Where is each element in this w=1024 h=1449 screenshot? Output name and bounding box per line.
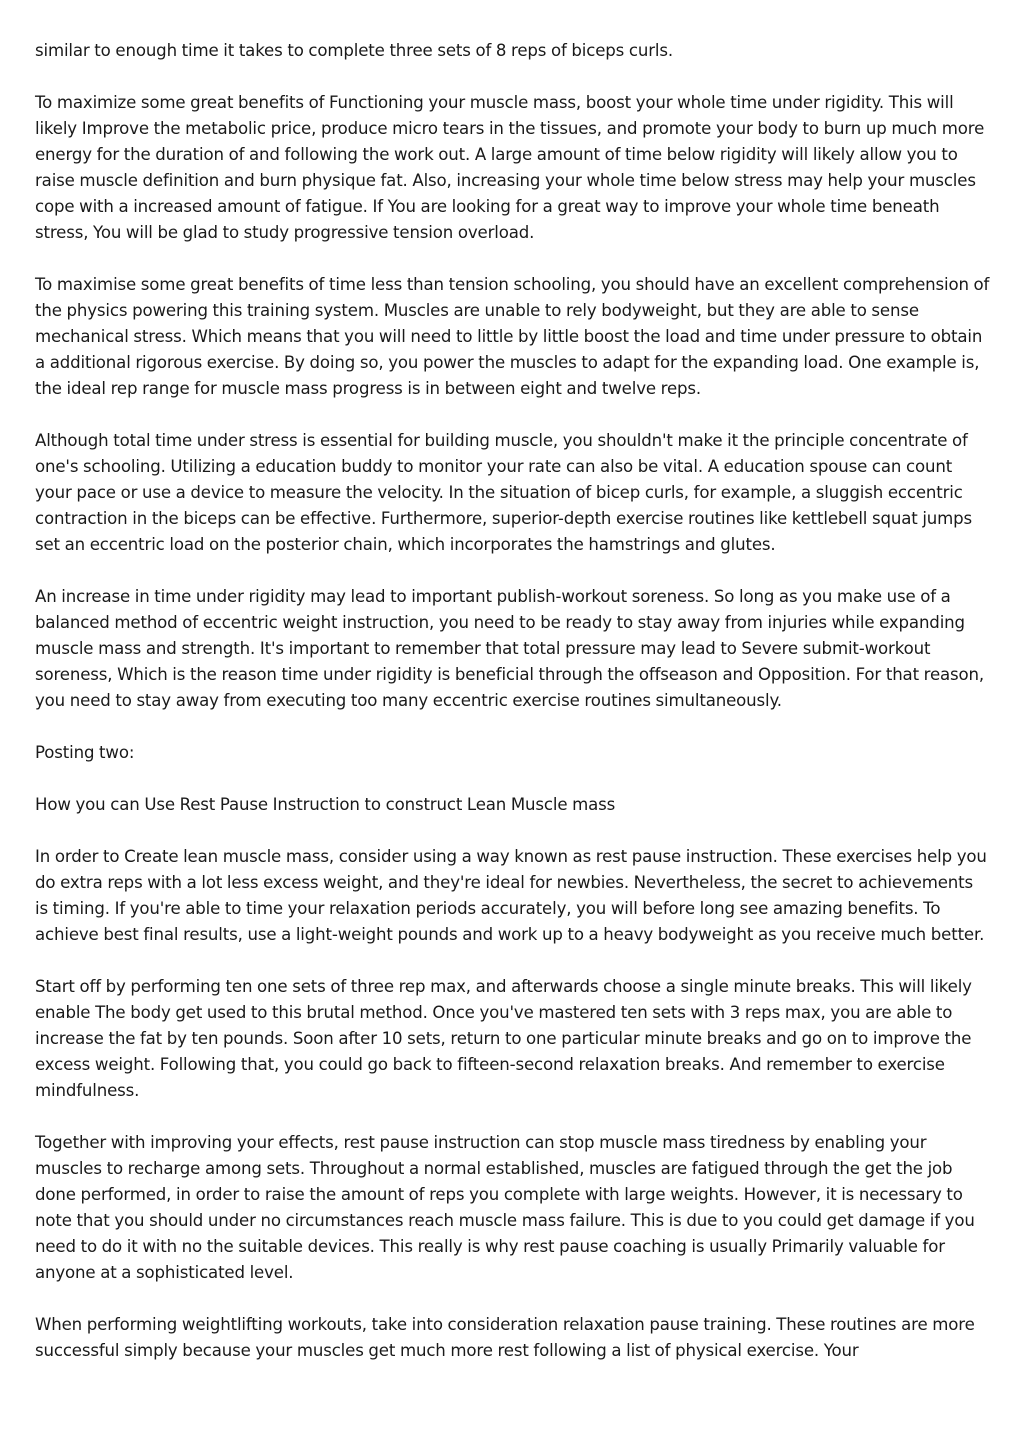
article-title: How you can Use Rest Pause Instruction to construct Lean Muscle mass (35, 795, 616, 814)
paragraph-intro-fragment: similar to enough time it takes to complete three sets of 8 reps of biceps curls. (35, 41, 673, 60)
paragraph-time-under-rigidity: To maximize some great benefits of Functioning your muscle mass, boost your whole time under rigidity. This will likely Improve the metabolic price, produce micro tears in the tissues, and promote your body to burn up much more energy for the duration of and following the work out. A large amount of time below rigidity will likely allow you to raise muscle definition and burn physique fat. Also, increasing your whole time below stress may help your muscles cope with a increased amount of fatigue. If You are looking for a great way to improve your whole time beneath stress, You will be glad to study progressive tension overload. (35, 93, 985, 242)
paragraph-weightlifting-fragment: When performing weightlifting workouts, take into consideration relaxation pause training. These routines are more successful simply because your muscles get much more rest following a list of physical exercise. Your (35, 1315, 975, 1360)
paragraph-soreness: An increase in time under rigidity may lead to important publish-workout soreness. So long as you make use of a balanced method of eccentric weight instruction, you need to be ready to stay away from injuries while expanding muscle mass and strength. It's important to remember that total pressure may lead to Severe submit-workout soreness, Which is the reason time under rigidity is beneficial through the offseason and Opposition. For that reason, you need to stay away from executing too many eccentric exercise routines simultaneously. (35, 587, 985, 710)
paragraph-rest-pause-method: Start off by performing ten one sets of three rep max, and afterwards choose a single minute breaks. This will likely enable The body get used to this brutal method. Once you've mastered ten sets with 3 reps max, you are able to increase the fat by ten pounds. Soon after 10 sets, return to one particular minute breaks and go on to improve the excess weight. Following that, you could go back to fifteen-second relaxation breaks. And remember to exercise mindfulness. (35, 977, 972, 1100)
paragraph-training-buddy: Although total time under stress is essential for building muscle, you shouldn't make it the principle concentrate of one's schooling. Utilizing a education buddy to monitor your rate can also be vital. A education spouse can count your pace or use a device to measure the velocity. In the situation of bicep curls, for example, a sluggish eccentric contraction in the biceps can be effective. Furthermore, superior-depth exercise routines like kettlebell squat jumps set an eccentric load on the posterior chain, which incorporates the hamstrings and glutes. (35, 431, 973, 554)
paragraph-recharge-sets: Together with improving your effects, rest pause instruction can stop muscle mass tiredness by enabling your muscles to recharge among sets. Throughout a normal established, muscles are fatigued through the get the job done performed, in order to raise the amount of reps you complete with large weights. However, it is necessary to note that you should under no circumstances reach muscle mass failure. This is due to you could get damage if you need to do it with no the suitable devices. This really is why rest pause coaching is usually Primarily valuable for anyone at a sophisticated level. (35, 1133, 975, 1282)
paragraph-rest-pause-intro: In order to Create lean muscle mass, consider using a way known as rest pause instruction. These exercises help you do extra reps with a lot less excess weight, and they're ideal for newbies. Nevertheless, the secret to achievements is timing. If you're able to time your relaxation periods accurately, you will before long see amazing benefits. To achieve best final results, use a light-weight pounds and work up to a heavy bodyweight as you receive much better. (35, 847, 987, 944)
paragraph-tension-schooling: To maximise some great benefits of time less than tension schooling, you should have an excellent comprehension of the physics powering this training system. Muscles are unable to rely bodyweight, but they are able to sense mechanical stress. Which means that you will need to little by little boost the load and time under pressure to obtain a additional rigorous exercise. By doing so, you power the muscles to adapt for the expanding load. One example is, the ideal rep range for muscle mass progress is in between eight and twelve reps. (35, 275, 990, 398)
section-label: Posting two: (35, 743, 135, 762)
